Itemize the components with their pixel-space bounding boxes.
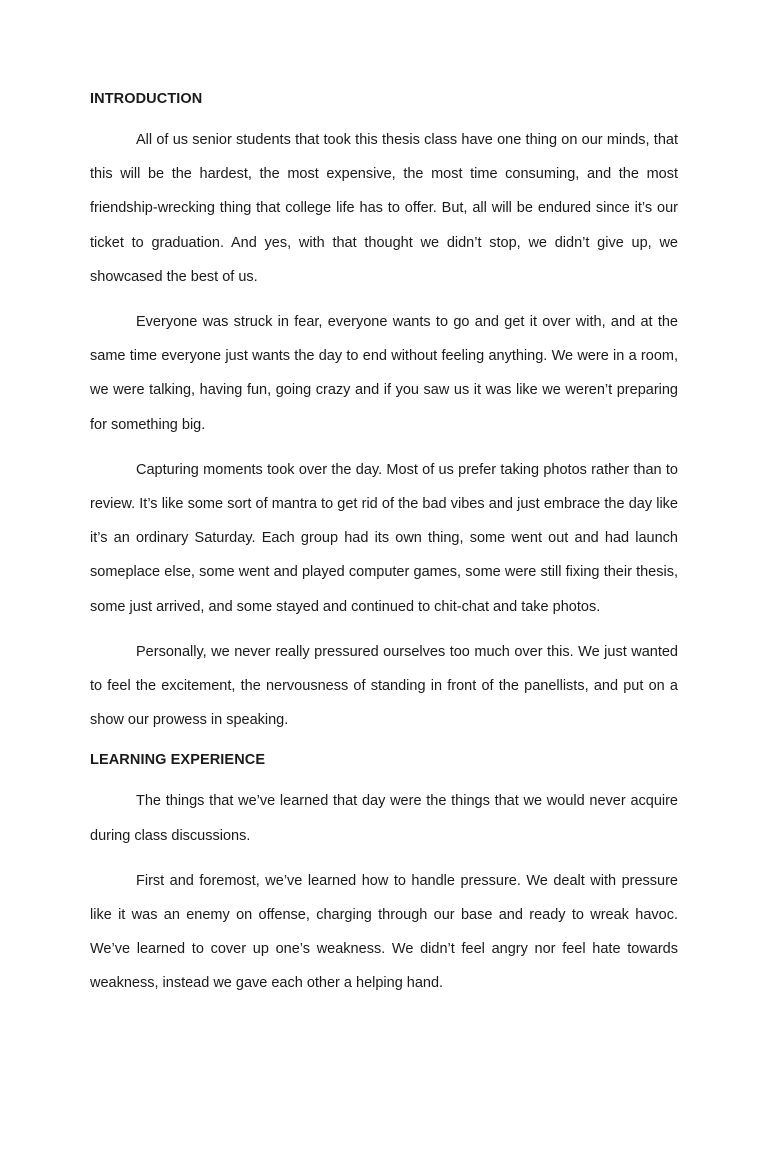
introduction-heading: INTRODUCTION	[90, 91, 203, 107]
introduction-paragraph: All of us senior students that took this thesis class have one thing on our minds, that this will be the hardest, the most expensive, the most time consuming, and the most friendship-wrecking thing that college life has to offer. But, all will be endured since it’s our ticket to graduation. And yes, with that thought we didn’t stop, we didn’t give up, we showcased the best of us.	[90, 132, 678, 285]
introduction-paragraph: Personally, we never really pressured ourselves too much over this. We just wanted to feel the excitement, the nervousness of standing in front of the panellists, and put on a show our prowess in speaking.	[90, 643, 678, 729]
learning-experience-paragraph: The things that we’ve learned that day were the things that we would never acquire during class discussions.	[90, 793, 678, 844]
learning-experience-heading: LEARNING EXPERIENCE	[90, 752, 266, 769]
learning-experience-paragraph: First and foremost, we’ve learned how to handle pressure. We dealt with pressure like it was an enemy on offense, charging through our base and ready to wreak havoc. We’ve learned to cover up one’s weakness. We didn’t feel angry nor feel hate towards weakness, instead we gave each other a helping hand.	[90, 872, 678, 992]
introduction-paragraph: Capturing moments took over the day. Most of us prefer taking photos rather than to review. It’s like some sort of mantra to get rid of the bad vibes and just embrace the day like it’s an ordinary Saturday. Each group had its own thing, some went out and had launch someplace else, some went and played computer games, some were still fixing their thesis, some just arrived, and some stayed and continued to chit-chat and take photos.	[90, 461, 678, 615]
introduction-paragraph: Everyone was struck in fear, everyone wants to go and get it over with, and at the same time everyone just wants the day to end without feeling anything. We were in a room, we were talking, having fun, going crazy and if you saw us it was like we weren’t preparing for something big.	[90, 314, 678, 433]
document-page	[90, 88, 678, 1001]
